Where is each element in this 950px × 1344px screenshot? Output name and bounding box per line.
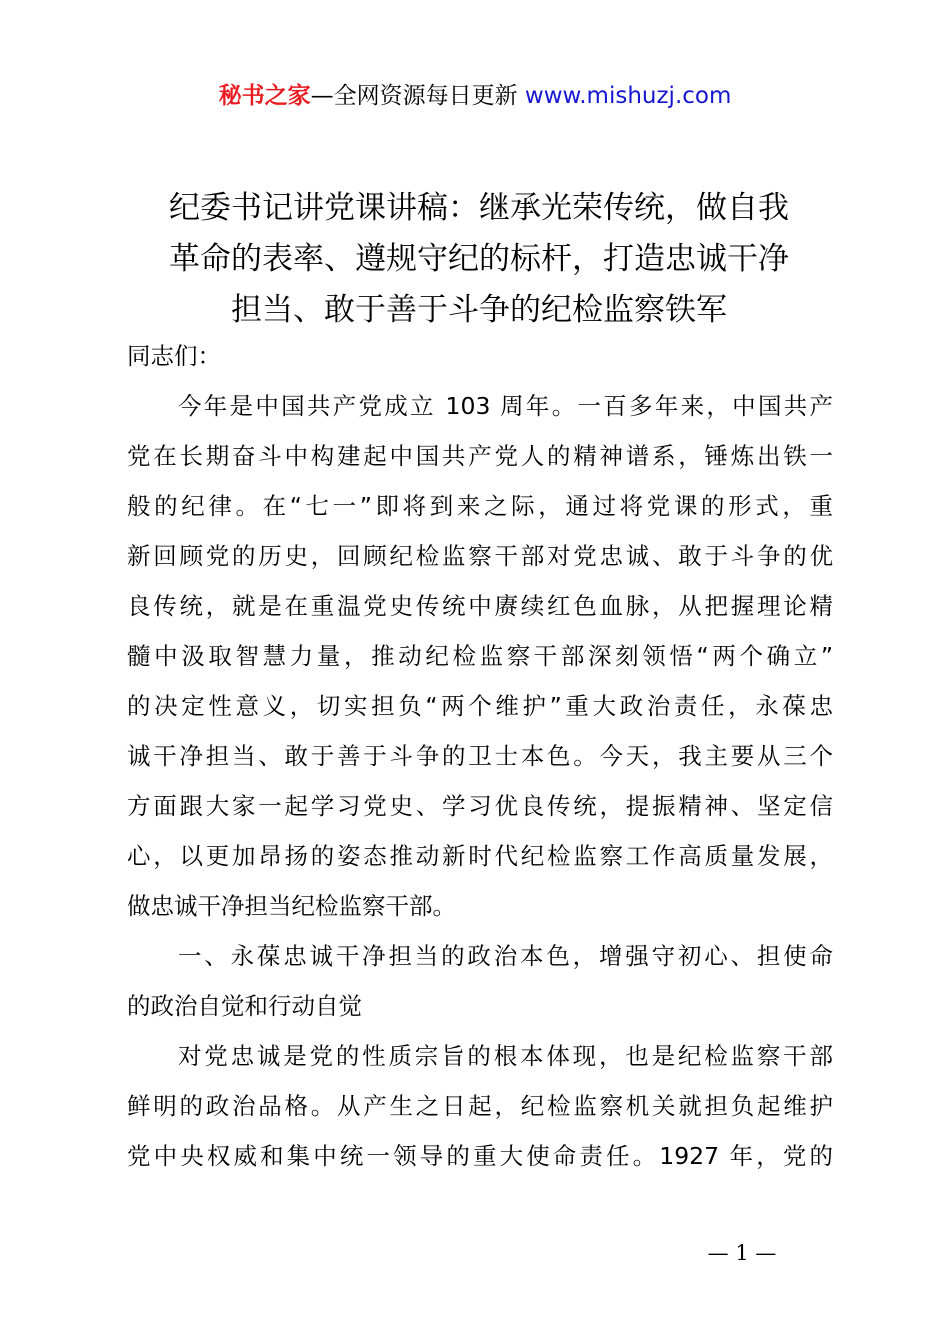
salutation: 同志们： bbox=[127, 342, 221, 370]
page-number: — 1 — bbox=[707, 1241, 777, 1265]
body-line: 党在长期奋斗中构建起中国共产党人的精神谱系，锤炼出铁一 bbox=[127, 442, 833, 470]
site-brand: 秘书之家 bbox=[218, 83, 311, 109]
body-line: 良传统，就是在重温党史传统中赓续红色血脉，从把握理论精 bbox=[127, 592, 833, 620]
site-url-link[interactable]: www.mishuzj.com bbox=[524, 83, 732, 109]
site-header-banner bbox=[0, 80, 950, 112]
body-line: 对党忠诚是党的性质宗旨的根本体现，也是纪检监察干部 bbox=[178, 1042, 833, 1070]
body-line: 诚干净担当、敢于善于斗争的卫士本色。今天，我主要从三个 bbox=[127, 742, 833, 770]
body-line: 做忠诚干净担当纪检监察干部。 bbox=[127, 892, 456, 920]
title-line: 担当、敢于善于斗争的纪检监察铁军 bbox=[231, 292, 727, 328]
site-slogan: —全网资源每日更新 bbox=[310, 83, 525, 109]
body-line: 的决定性意义，切实担负“两个维护”重大政治责任，永葆忠 bbox=[127, 692, 833, 720]
body-line: 般的纪律。在“七一”即将到来之际，通过将党课的形式，重 bbox=[127, 492, 833, 520]
section-heading-line: 的政治自觉和行动自觉 bbox=[127, 992, 362, 1020]
body-line: 今年是中国共产党成立 103 周年。一百多年来，中国共产 bbox=[178, 392, 833, 420]
section-heading-line: 一、永葆忠诚干净担当的政治本色，增强守初心、担使命 bbox=[178, 942, 833, 970]
body-line: 心，以更加昂扬的姿态推动新时代纪检监察工作高质量发展， bbox=[127, 842, 833, 870]
body-line: 新回顾党的历史，回顾纪检监察干部对党忠诚、敢于斗争的优 bbox=[127, 542, 833, 570]
document-title bbox=[118, 183, 840, 336]
body-line: 方面跟大家一起学习党史、学习优良传统，提振精神、坚定信 bbox=[127, 792, 833, 820]
body-line: 鲜明的政治品格。从产生之日起，纪检监察机关就担负起维护 bbox=[127, 1092, 833, 1120]
title-line: 纪委书记讲党课讲稿：继承光荣传统，做自我 bbox=[169, 190, 789, 226]
body-line: 髓中汲取智慧力量，推动纪检监察干部深刻领悟“两个确立” bbox=[127, 642, 833, 670]
title-line: 革命的表率、遵规守纪的标杆，打造忠诚干净 bbox=[169, 241, 789, 277]
body-line: 党中央权威和集中统一领导的重大使命责任。1927 年，党的 bbox=[127, 1142, 833, 1170]
